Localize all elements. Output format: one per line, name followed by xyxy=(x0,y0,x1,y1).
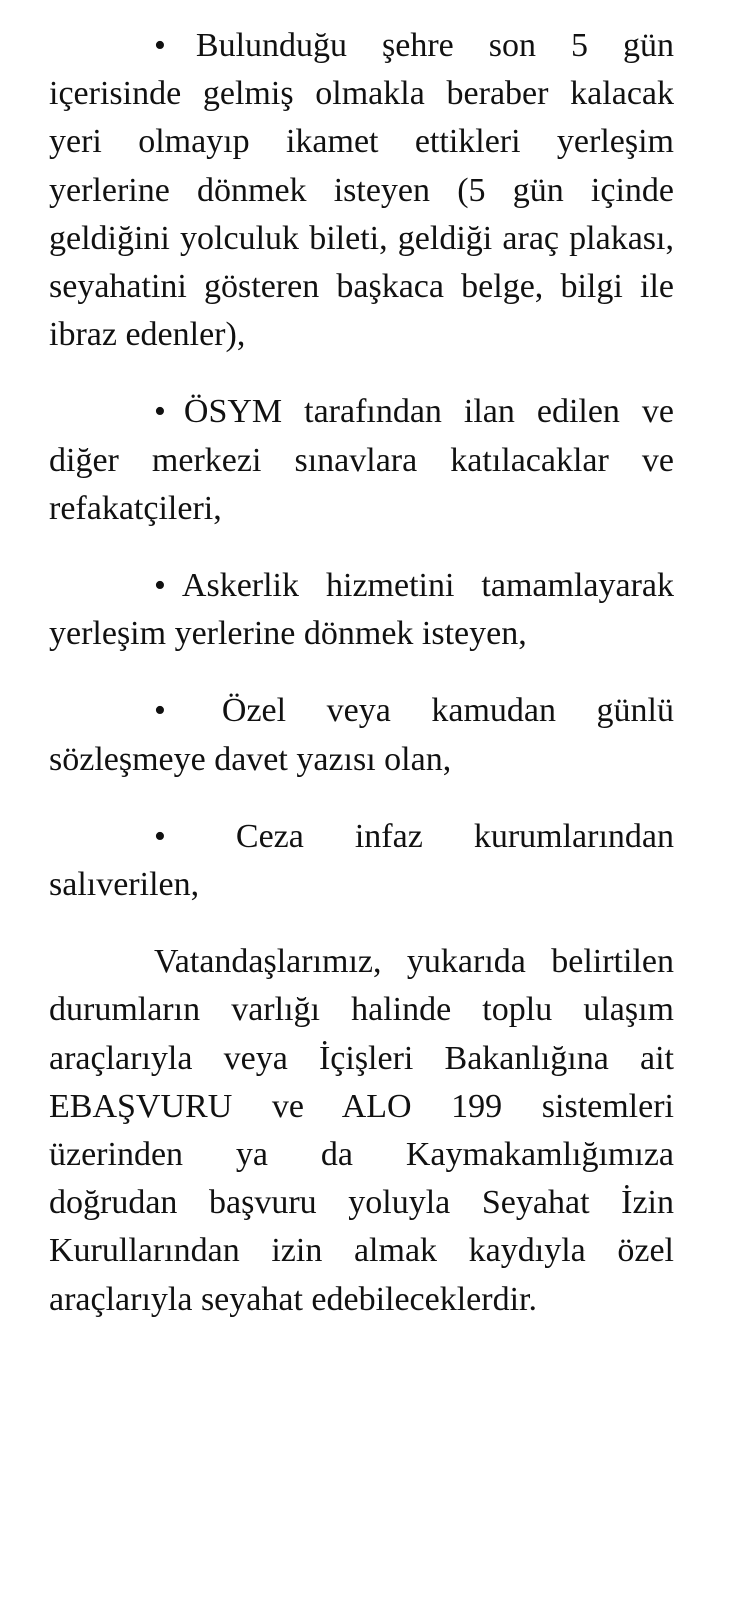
bullet-marker: • xyxy=(154,393,166,431)
bullet-item-3 xyxy=(49,562,674,658)
document-body xyxy=(49,22,674,1353)
bullet-marker: • xyxy=(154,567,166,605)
bullet-item-4 xyxy=(49,687,674,783)
bullet-marker: • xyxy=(154,817,166,855)
bullet-item-1 xyxy=(49,22,674,359)
bullet-text: ÖSYM tarafından ilan edilen ve diğer merkezi sınavlara katılacaklar ve refakatçileri, xyxy=(49,393,674,527)
bullet-text: Özel veya kamudan günlü sözleşmeye davet yazısı olan, xyxy=(49,692,674,778)
bullet-text: Ceza infaz kurumlarından salıverilen, xyxy=(49,817,674,904)
bullet-text: Askerlik hizmetini tamamlayarak yerleşim yerlerine dönmek isteyen, xyxy=(49,567,674,653)
bullet-item-5 xyxy=(49,813,674,909)
bullet-text: Bulunduğu şehre son 5 gün içerisinde gelmiş olmakla beraber kalacak yeri olmayıp ikamet ettikleri yerleşim yerlerine dönmek isteyen (5 gün içinde geldiğini yolculuk bileti, geldiği araç plakası, seyahatini gösteren başkaca belge, bilgi ile ibraz edenler), xyxy=(49,27,674,354)
closing-paragraph: Vatandaşlarımız, yukarıda belirtilen durumların varlığı halinde toplu ulaşım araçlarıyla veya İçişleri Bakanlığına ait EBAŞVURU ve ALO 199 sistemleri üzerinden ya da Kaymakamlığımıza doğrudan başvuru yoluyla Seyahat İzin Kurullarından izin almak kaydıyla özel araçlarıyla seyahat edebileceklerdir. xyxy=(49,943,674,1318)
bullet-marker: • xyxy=(154,27,166,64)
bullet-item-2 xyxy=(49,388,674,533)
bullet-marker: • xyxy=(154,692,166,730)
